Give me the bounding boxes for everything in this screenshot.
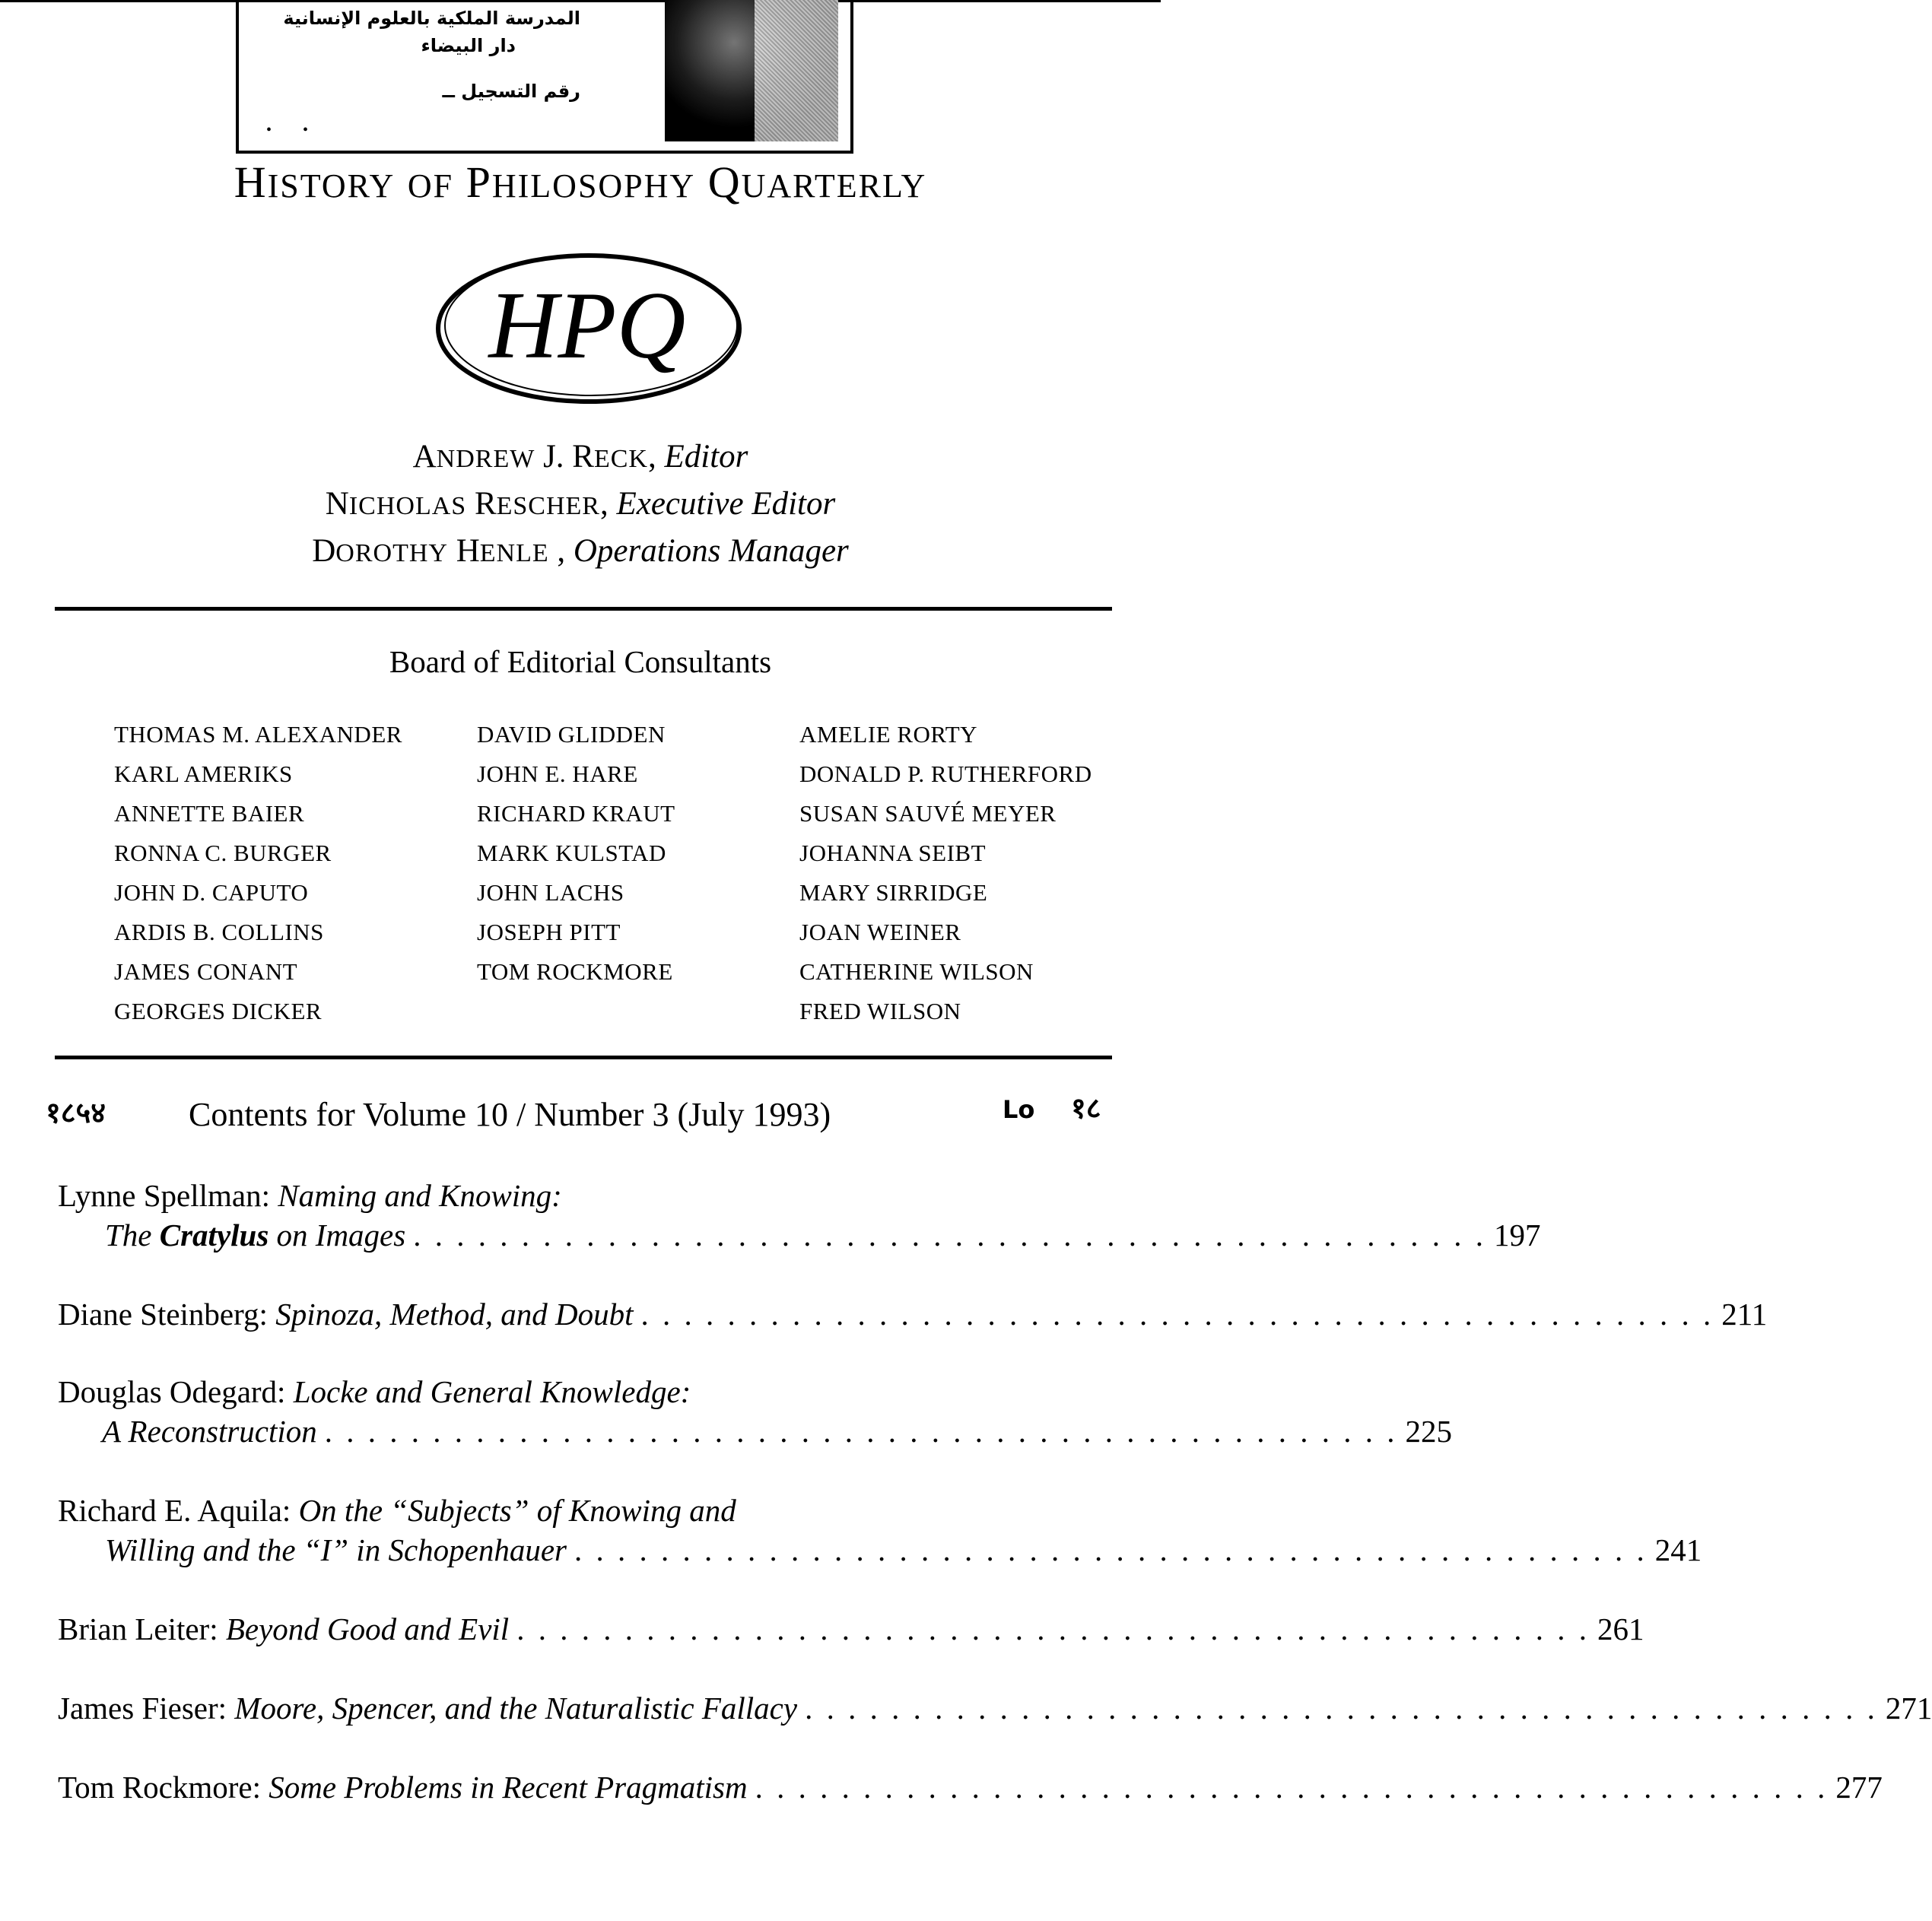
title-word-of: OF [407, 167, 454, 205]
board-member: DONALD P. RUTHERFORD [799, 760, 1092, 787]
toc-entry-rockmore [58, 1767, 1883, 1807]
toc-author: Tom Rockmore: [58, 1770, 269, 1805]
toc-author: Douglas Odegard: [58, 1374, 294, 1409]
toc-title-pre: The [105, 1218, 160, 1253]
board-member: SUSAN SAUVÉ MEYER [799, 800, 1057, 827]
toc-title-bold: Cratylus [159, 1218, 269, 1253]
toc-page-number: 225 [1405, 1414, 1453, 1449]
toc-page-number: 197 [1493, 1218, 1541, 1253]
toc-title-pre: Willing and the “I” in Schopenhauer [105, 1532, 567, 1567]
title-initial-p: P [466, 157, 492, 207]
toc-dot-leader: . . . . . . . . . . . . . . . . . . . . . . . . . . . . . . . . . . . . . . . . . . . . . . . . . . [324, 1414, 1398, 1449]
handwritten-note-right-1: Lo [1003, 1095, 1035, 1124]
toc-title-cont [58, 1294, 634, 1334]
hpq-logo [431, 236, 751, 411]
toc-dot-leader: . . . . . . . . . . . . . . . . . . . . . . . . . . . . . . . . . . . . . . . . . . . . . . . . . . [805, 1691, 1878, 1726]
staff-role: Editor [664, 439, 748, 475]
title-initial-h: H [234, 157, 268, 207]
toc-entry-odegard [58, 1372, 1453, 1451]
toc-entry-steinberg [58, 1294, 1768, 1334]
toc-entry-line-1 [58, 1372, 1115, 1411]
toc-entry-line-1 [58, 1176, 1115, 1215]
toc-entry-line-1 [58, 1688, 1932, 1728]
toc-entry-line-1 [58, 1767, 1883, 1807]
toc-title-cont [105, 1530, 567, 1570]
toc-title-cont [58, 1688, 797, 1728]
stamp-line-3: رقم التسجيل ــ [442, 81, 580, 102]
toc-dot-leader: . . . . . . . . . . . . . . . . . . . . . . . . . . . . . . . . . . . . . . . . . . . . . . . . . . [413, 1218, 1486, 1253]
board-member: ANNETTE BAIER [114, 800, 305, 827]
staff-name-tail: J. R [535, 439, 594, 475]
staff-name-rest: ICHOLAS [348, 492, 467, 520]
toc-dot-leader: . . . . . . . . . . . . . . . . . . . . . . . . . . . . . . . . . . . . . . . . . . . . . . . . . . [574, 1532, 1648, 1567]
toc-title-cont [105, 1215, 405, 1255]
toc-title-cont [58, 1609, 509, 1649]
board-member: MARK KULSTAD [477, 840, 666, 866]
title-word-istory: ISTORY [267, 167, 396, 205]
board-member: AMELIE RORTY [799, 721, 978, 748]
toc-dot-leader: . . . . . . . . . . . . . . . . . . . . . . . . . . . . . . . . . . . . . . . . . . . . . . . . . . [755, 1770, 1829, 1805]
staff-name-tail-sc: ESCHER [496, 492, 600, 520]
divider-rule-2 [55, 1056, 1112, 1059]
stamp-dots: • • [266, 122, 323, 138]
toc-entry-aquila [58, 1491, 1702, 1570]
board-member: FRED WILSON [799, 998, 961, 1024]
stamp-photo [665, 0, 838, 141]
toc-title-post: on Images [269, 1218, 406, 1253]
staff-name-tail: R [466, 486, 497, 522]
board-member: CATHERINE WILSON [799, 958, 1034, 985]
divider-rule-1 [55, 607, 1112, 611]
board-member: GEORGES DICKER [114, 998, 323, 1024]
staff-editor: ANDREW J. RECK, Editor [412, 439, 748, 475]
board-title: Board of Editorial Consultants [389, 644, 772, 679]
board-member: KARL AMERIKS [114, 760, 293, 787]
board-member: MARY SIRRIDGE [799, 879, 988, 906]
toc-page-number: 277 [1835, 1770, 1883, 1805]
board-member: JOHN D. CAPUTO [114, 879, 309, 906]
board-member: TOM ROCKMORE [477, 958, 673, 985]
board-member: JOHN LACHS [477, 879, 624, 906]
staff-name-tail: H [447, 533, 480, 569]
toc-author: Diane Steinberg: [58, 1297, 276, 1332]
toc-title: Some Problems in Recent Pragmatism [269, 1770, 748, 1805]
board-member: JOAN WEINER [799, 919, 961, 945]
toc-entry-line-2 [58, 1411, 1453, 1451]
toc-entry-fieser [58, 1688, 1932, 1728]
toc-title-pre: A Reconstruction [102, 1414, 317, 1449]
board-member: JOSEPH PITT [477, 919, 621, 945]
toc-entry-leiter [58, 1609, 1644, 1649]
toc-dot-leader: . . . . . . . . . . . . . . . . . . . . . . . . . . . . . . . . . . . . . . . . . . . . . . . . . . [516, 1611, 1590, 1646]
board-member: RONNA C. BURGER [114, 840, 332, 866]
staff-name-tail-sc: ECK [593, 445, 648, 473]
library-stamp [236, 0, 853, 154]
toc-entry-line-1 [58, 1491, 1115, 1530]
title-initial-q: Q [707, 157, 742, 207]
stamp-line-2: دار البيضاء [421, 35, 516, 56]
toc-title: Spinoza, Method, and Doubt [275, 1297, 634, 1332]
staff-executive-editor: NICHOLAS RESCHER, Executive Editor [325, 486, 836, 522]
toc-title: Beyond Good and Evil [225, 1611, 510, 1646]
toc-title: Moore, Spencer, and the Naturalistic Fallacy [234, 1691, 798, 1726]
toc-page-number: 271 [1885, 1691, 1932, 1726]
staff-role: Executive Editor [616, 486, 836, 522]
board-column-3 [799, 715, 1092, 1031]
staff-name-tail-sc: ENLE [479, 539, 549, 567]
board-member: DAVID GLIDDEN [477, 721, 666, 748]
toc-entry-line-2 [58, 1215, 1541, 1255]
stamp-line-1: المدرسة الملكية بالعلوم الإنسانية [283, 8, 580, 29]
toc-author: Lynne Spellman: [58, 1178, 278, 1213]
handwritten-note-left: १८५४ [46, 1096, 106, 1129]
toc-entry-line-1 [58, 1609, 1644, 1649]
staff-role: Operations Manager [573, 533, 849, 569]
staff-name-rest: NDREW [436, 445, 535, 473]
journal-title [0, 157, 1161, 208]
toc-entry-line-1 [58, 1294, 1768, 1334]
toc-title: Naming and Knowing: [278, 1178, 562, 1213]
toc-entry-line-2 [58, 1530, 1702, 1570]
toc-author: Richard E. Aquila: [58, 1493, 299, 1528]
handwritten-note-right-2: १८ [1071, 1091, 1101, 1125]
toc-title-cont [102, 1411, 317, 1451]
toc-entry-spellman [58, 1176, 1541, 1255]
board-column-2 [477, 715, 675, 992]
board-member: JAMES CONANT [114, 958, 298, 985]
staff-name-initial: N [325, 486, 349, 522]
toc-page-number: 241 [1654, 1532, 1702, 1567]
toc-page-number: 261 [1597, 1611, 1644, 1646]
title-word-uarterly: UARTERLY [741, 167, 927, 205]
toc-title: On the “Subjects” of Knowing and [298, 1493, 736, 1528]
contents-title: Contents for Volume 10 / Number 3 (July 1993) [189, 1096, 831, 1133]
toc-title: Locke and General Knowledge: [293, 1374, 691, 1409]
staff-name-initial: D [312, 533, 336, 569]
toc-author: James Fieser: [58, 1691, 235, 1726]
toc-author: Brian Leiter: [58, 1611, 226, 1646]
staff-name-rest: OROTHY [335, 539, 448, 567]
toc-page-number: 211 [1721, 1297, 1768, 1332]
toc-title-cont [58, 1767, 748, 1807]
board-member: THOMAS M. ALEXANDER [114, 721, 402, 748]
logo-text: HPQ [488, 273, 686, 379]
board-member: ARDIS B. COLLINS [114, 919, 324, 945]
toc-dot-leader: . . . . . . . . . . . . . . . . . . . . . . . . . . . . . . . . . . . . . . . . . . . . . . . . . . [640, 1297, 1714, 1332]
staff-name-initial: A [412, 439, 437, 475]
board-column-1 [114, 715, 402, 1031]
board-member: JOHN E. HARE [477, 760, 638, 787]
staff-operations-manager: DOROTHY HENLE , Operations Manager [312, 533, 849, 569]
board-member: JOHANNA SEIBT [799, 840, 987, 866]
title-word-hilosophy: HILOSOPHY [491, 167, 696, 205]
board-member: RICHARD KRAUT [477, 800, 675, 827]
